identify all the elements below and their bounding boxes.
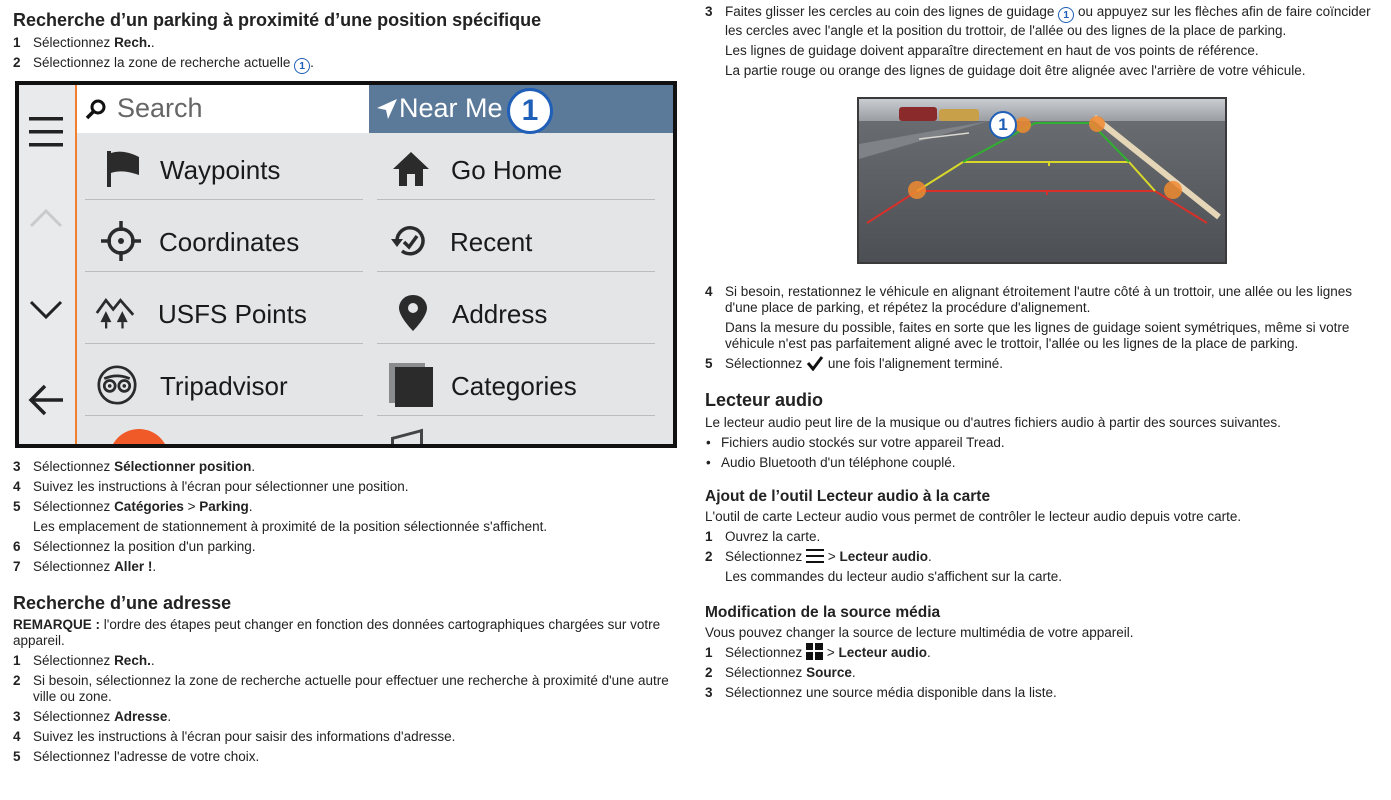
history-icon <box>389 221 429 261</box>
step-item: 6 Sélectionnez la position d'un parking. <box>13 539 256 554</box>
search-icon <box>85 99 107 121</box>
list-item: • Fichiers audio stockés sur votre appareil Tread. <box>706 435 1005 450</box>
section-intro: L'outil de carte Lecteur audio vous permet de contrôler le lecteur audio depuis votre carte. <box>705 509 1242 524</box>
tile-go-home[interactable]: Go Home <box>377 135 655 200</box>
step-item: 5 Sélectionnez une fois l'alignement terminé. <box>705 356 1003 371</box>
step-note: Dans la mesure du possible, faites en sorte que les lignes de guidage soient symétriques, même si votre véhicule n'est pas parfaitement aligné avec le trottoir, l'allée ou les lignes de la place de parking. <box>725 320 1350 351</box>
section-title-add-tool: Ajout de l’outil Lecteur audio à la carte <box>705 488 991 505</box>
step-item: 3 Faites glisser les cercles au coin des lignes de guidage 1 ou appuyez sur les flèches afin de faire coïncider les cercles avec l'angle et la position du trottoir, de l'allée ou des lignes de la place de parking. <box>705 4 1371 38</box>
address-section <box>13 592 673 767</box>
flag-icon <box>103 149 143 189</box>
trees-mountains-icon <box>95 293 135 333</box>
camera-view-illustration <box>859 99 1225 262</box>
parking-steps-after <box>13 457 673 577</box>
list-item: • Audio Bluetooth d'un téléphone couplé. <box>706 455 956 470</box>
step-item: 2 Sélectionnez > Lecteur audio. <box>705 549 932 564</box>
add-tool-section <box>705 487 1377 587</box>
step-item: 4 Suivez les instructions à l'écran pour sélectionner une position. <box>13 479 409 494</box>
step-item: 1 Sélectionnez Rech.. <box>13 653 155 668</box>
step-item: 2 Si besoin, sélectionnez la zone de recherche actuelle pour effectuer une recherche à proximité d'une autre ville ou zone. <box>13 673 669 704</box>
callout-badge: 1 <box>294 58 310 74</box>
section-intro: Vous pouvez changer la source de lecture multimédia de votre appareil. <box>705 625 1134 640</box>
partial-tile-icon <box>109 429 169 444</box>
menu-icon[interactable] <box>29 115 65 149</box>
step-note: Les lignes de guidage doivent apparaître directement en haut de vos points de référence. <box>725 43 1259 58</box>
crosshair-icon <box>101 221 141 261</box>
checkmark-icon <box>806 355 824 371</box>
section-title-address: Recherche d’une adresse <box>13 593 232 613</box>
apps-grid-icon <box>806 643 823 660</box>
step-item: 5 Sélectionnez Catégories > Parking. <box>13 499 253 514</box>
search-placeholder: Search <box>117 93 203 123</box>
step-item: 3 Sélectionnez une source média disponible dans la liste. <box>705 685 1057 700</box>
tile-recent[interactable]: Recent <box>377 207 655 272</box>
callout-badge: 1 <box>507 88 553 134</box>
media-source-section <box>705 603 1377 703</box>
parking-steps-before <box>13 33 673 74</box>
alignment-step-3 <box>705 4 1377 81</box>
menu-icon <box>806 549 824 563</box>
section-title-parking: Recherche d’un parking à proximité d’une position spécifique <box>13 10 542 30</box>
section-title-media: Modification de la source média <box>705 604 941 621</box>
home-icon <box>391 149 431 189</box>
audio-player-section <box>705 389 1377 473</box>
step-item: 1 Sélectionnez > Lecteur audio. <box>705 645 931 660</box>
search-input[interactable] <box>77 85 369 133</box>
step-item: 1 Ouvrez la carte. <box>705 529 821 544</box>
tile-tripadvisor[interactable]: Tripadvisor <box>85 351 363 416</box>
tile-categories[interactable]: Categories <box>377 351 655 416</box>
section-title-audio: Lecteur audio <box>705 390 824 410</box>
remark: REMARQUE : l'ordre des étapes peut changer en fonction des données cartographiques chargées sur votre appareil. <box>13 617 661 648</box>
partial-tile-icon <box>391 429 423 444</box>
step-item: 5 Sélectionnez l'adresse de votre choix. <box>13 749 260 764</box>
near-me-button[interactable]: Near Me 1 <box>369 85 673 133</box>
step-item: 3 Sélectionnez Adresse. <box>13 709 172 724</box>
step-item: 3 Sélectionnez Sélectionner position. <box>13 459 256 474</box>
tile-coordinates[interactable]: Coordinates <box>85 207 363 272</box>
back-arrow-icon[interactable] <box>27 383 65 417</box>
navigation-arrow-icon <box>375 97 399 121</box>
device-screen <box>19 85 673 444</box>
tile-waypoints[interactable]: Waypoints <box>85 135 363 200</box>
step-item: 1 Sélectionnez Rech.. <box>13 35 155 50</box>
callout-badge: 1 <box>1058 7 1074 23</box>
step-item: 4 Suivez les instructions à l'écran pour saisir des informations d'adresse. <box>13 729 456 744</box>
callout-badge: 1 <box>989 111 1017 139</box>
section-intro: Le lecteur audio peut lire de la musique ou d'autres fichiers audio à partir des sources suivantes. <box>705 415 1281 430</box>
step-item: 2 Sélectionnez la zone de recherche actuelle 1 . <box>13 55 314 72</box>
step-note: Les emplacement de stationnement à proximité de la position sélectionnée s'affichent. <box>33 519 548 534</box>
step-note: La partie rouge ou orange des lignes de guidage doit être alignée avec l'arrière de votre véhicule. <box>725 63 1306 78</box>
step-item: 4 Si besoin, restationnez le véhicule en alignant étroitement l'autre côté à un trottoir, une allée ou les lignes d'une place de parking, et répétez la procédure d'alignement. <box>705 284 1352 315</box>
chevron-down-icon[interactable] <box>29 299 63 321</box>
tile-address[interactable]: Address <box>377 279 655 344</box>
tripadvisor-owl-icon <box>97 365 137 405</box>
alignment-steps-continued <box>705 284 1377 374</box>
map-pin-icon <box>393 293 433 333</box>
tile-usfs-points[interactable]: USFS Points <box>85 279 363 344</box>
step-item: 2 Sélectionnez Source. <box>705 665 856 680</box>
device-sidebar <box>19 85 77 444</box>
step-item: 7 Sélectionnez Aller !. <box>13 559 157 574</box>
step-note: Les commandes du lecteur audio s'affichent sur la carte. <box>725 569 1063 584</box>
chevron-up-icon[interactable] <box>29 207 63 229</box>
device-screenshot <box>15 81 677 448</box>
backup-camera-image <box>857 97 1227 264</box>
categories-stack-icon <box>387 361 435 409</box>
